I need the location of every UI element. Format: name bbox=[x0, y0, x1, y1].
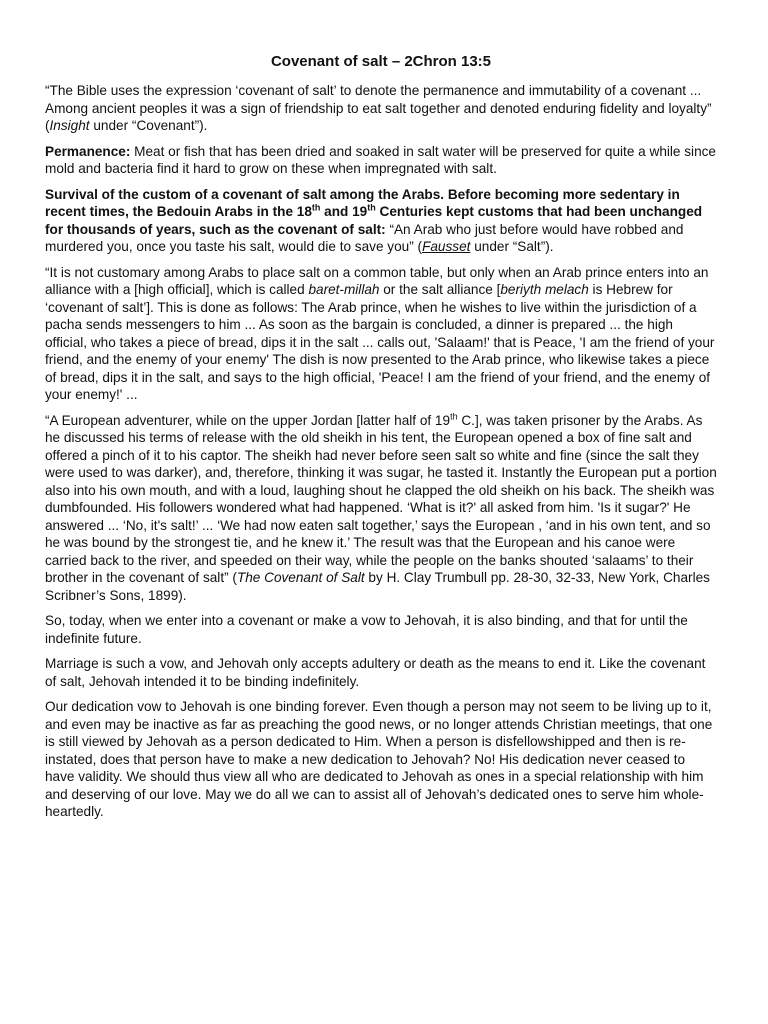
paragraph-insight-quote bbox=[45, 82, 717, 135]
text-run: Survival of the custom of a covenant of salt among the Arabs. Before becoming more sedentary in recent times, the Bedouin Arabs in the 18 bbox=[45, 186, 680, 219]
text-run: is Hebrew for ‘covenant of salt’]. This is done as follows: The Arab prince, when he wishes to live within the jurisdiction of a pacha sends messengers to him ... As soon as the bargain is concluded, a dinner is prepared ... the high official, who takes a piece of bread, dips it in the salt ... calls out, 'Salaam!' that is Peace, 'I am the friend of your friend, and the enemy of your enemy' The dish is now presented to the Arab prince, who likewise takes a piece of bread, dips it in the salt, and says to the high official, 'Peace! I am the friend of your friend, and the enemy of your enemy!' ... bbox=[45, 282, 715, 402]
superscript-th: th bbox=[367, 202, 376, 213]
text-run: “The Bible uses the expression ‘covenant of salt’ to denote the permanence and immutability of a covenant ... Among ancient peoples it was a sign of friendship to eat salt together and denoted enduring fidelity and loyalty” ( bbox=[45, 83, 712, 133]
text-run: by H. Clay Trumbull pp. 28-30, 32-33, New York, Charles Scribner’s Sons, 1899). bbox=[45, 570, 710, 603]
superscript-th: th bbox=[450, 410, 458, 421]
text-run: under “Covenant”). bbox=[89, 118, 208, 133]
paragraph-salt-alliance bbox=[45, 264, 717, 404]
text-run: Meat or fish that has been dried and soaked in salt water will be preserved for quite a while since mold and bacteria find it hard to grow on these when impregnated with salt. bbox=[45, 143, 716, 176]
source-title-fausset: Fausset bbox=[422, 239, 471, 254]
source-title-insight: Insight bbox=[49, 118, 90, 133]
text-run: “It is not customary among Arabs to place salt on a common table, but only when an Arab prince enters into an alliance with a [high official], which is called bbox=[45, 264, 709, 297]
text-run: C.], was taken prisoner by the Arabs. As he discussed his terms of release with the old sheikh in his tent, the European opened a box of fine salt and offered a pinch of it to his captor. The sheikh had never before seen salt so white and fine (since the salt they were used to was darker), and, therefore, thinking it was sugar, he tasted it. Instantly the European put a portion also into his own mouth, and with a loud, laughing shout he clapped the old sheikh on his back. The sheikh was dumbfounded. His followers wondered what had happened. ‘What is it?' all asked from him. 'Is it sugar?' He answered ... ‘No, it's salt!’ ... ‘We had now eaten salt together,’ says the European , ‘and in his own tent, and so he was bound by the strongest tie, and he knew it.’ The result was that the European and his canoe were carried back to the river, and speeded on their way, while the people on the banks shouted ‘salaams’ to their brother in the covenant of salt” ( bbox=[45, 412, 717, 585]
text-run: “An Arab who just before would have robbed and murdered you, once you taste his salt, would die to save you” ( bbox=[45, 221, 684, 254]
source-title-covenant-of-salt: The Covenant of Salt bbox=[236, 570, 365, 585]
document-page bbox=[45, 52, 717, 829]
paragraph-marriage: Marriage is such a vow, and Jehovah only accepts adultery or death as the means to end it. Like the covenant of salt, Jehovah intended it to be binding indefinitely. bbox=[45, 656, 706, 689]
text-run: Centuries kept customs that had been unchanged for thousands of years, such as the covenant of salt: bbox=[45, 204, 703, 237]
term-baret-millah: baret-millah bbox=[308, 282, 380, 297]
text-run: under “Salt”). bbox=[470, 239, 554, 254]
text-run: “A European adventurer, while on the upper Jordan [latter half of 19 bbox=[45, 412, 451, 428]
permanence-label: Permanence: bbox=[45, 143, 131, 159]
text-run: and 19 bbox=[320, 204, 368, 219]
paragraph-vow-today: So, today, when we enter into a covenant or make a vow to Jehovah, it is also binding, and that for until the indefinite future. bbox=[45, 613, 688, 646]
paragraph-dedication: Our dedication vow to Jehovah is one binding forever. Even though a person may not seem to be living up to it, and even may be inactive as far as preaching the good news, or no longer attends Christian meetings, that one is still viewed by Jehovah as a person dedicated to Him. When a person is disfellowshipped and then is re-instated, does that person have to make a new dedication to Jehovah? No! His dedication never ceased to have validity. We should thus view all who are dedicated to Jehovah as ones in a special relationship with him and deserving of our love. May we do all we can to assist all of Jehovah’s dedicated ones to serve him whole-heartedly. bbox=[45, 699, 713, 819]
text-run: or the salt alliance [ bbox=[379, 282, 501, 297]
term-beriyth-melach: beriyth melach bbox=[500, 282, 589, 297]
paragraph-european-adventurer bbox=[45, 412, 717, 605]
paragraph-arab-custom bbox=[45, 186, 717, 256]
page-title: Covenant of salt – 2Chron 13:5 bbox=[270, 53, 492, 70]
superscript-th: th bbox=[311, 202, 321, 213]
paragraph-permanence bbox=[45, 143, 717, 178]
